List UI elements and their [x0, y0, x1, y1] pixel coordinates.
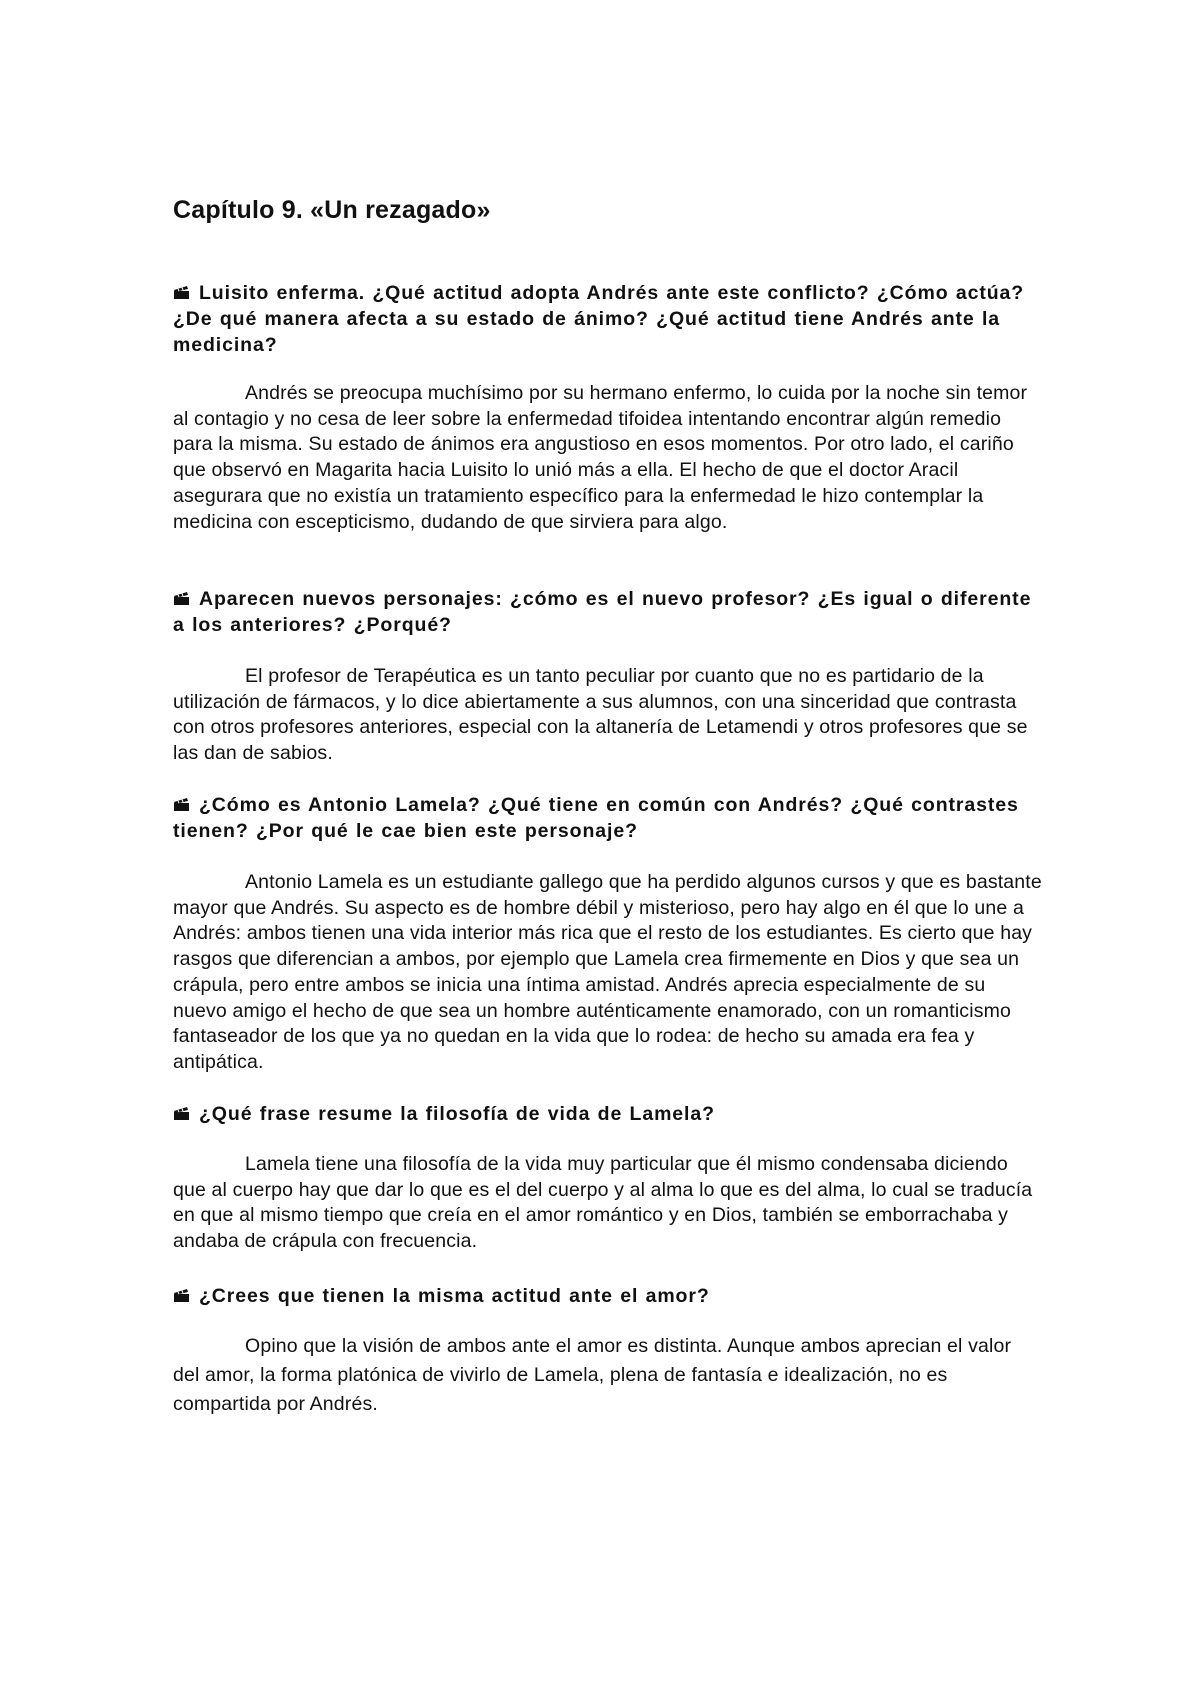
clapperboard-icon — [173, 1107, 190, 1121]
question-text: ¿Cómo es Antonio Lamela? ¿Qué tiene en común con Andrés? ¿Qué contrastes tienen? ¿Por qué le cae bien este personaje? — [173, 794, 1019, 842]
question-text: Aparecen nuevos personajes: ¿cómo es el nuevo profesor? ¿Es igual o diferente a los anteriores? ¿Porqué? — [173, 588, 1032, 636]
answer-text: Opino que la visión de ambos ante el amor es distinta. Aunque ambos aprecian el valor del amor, la forma platónica de vivirlo de Lamela, plena de fantasía e idealización, no es compartida por Andrés. — [173, 1335, 1012, 1415]
answer-text: Andrés se preocupa muchísimo por su hermano enfermo, lo cuida por la noche sin temor al contagio y no cesa de leer sobre la enfermedad tifoidea intentando encontrar algún remedio para la misma. Su estado de ánimos era angustioso en esos momentos. Por otro lado, el cariño que observó en Magarita hacia Luisito lo unió más a ella. El hecho de que el doctor Aracil asegurara que no existía un tratamiento específico para la enfermedad le hizo contemplar la medicina con escepticismo, dudando de que sirviera para algo. — [173, 382, 1028, 533]
question-3 — [173, 792, 1043, 844]
answer-text: Antonio Lamela es un estudiante gallego que ha perdido algunos cursos y que es bastante mayor que Andrés. Su aspecto es de hombre débil y misterioso, pero hay algo en él que lo une a Andrés: ambos tienen una vida interior más rica que el resto de los estudiantes. Es cierto que hay rasgos que diferencian a ambos, por ejemplo que Lamela crea firmemente en Dios y que sea un crápula, pero entre ambos se inicia una íntima amistad. Andrés aprecia especialmente de su nuevo amigo el hecho de que sea un hombre auténticamente enamorado, con un romanticismo fantaseador de los que ya no quedan en la vida que lo rodea: de hecho su amada era fea y antipática. — [173, 871, 1042, 1073]
question-4 — [173, 1101, 1043, 1127]
question-text: Luisito enferma. ¿Qué actitud adopta Andrés ante este conflicto? ¿Cómo actúa? ¿De qué manera afecta a su estado de ánimo? ¿Qué actitud tiene Andrés ante la medicina? — [173, 282, 1025, 356]
clapperboard-icon — [173, 1289, 190, 1303]
answer-1 — [173, 381, 1043, 535]
answer-text: Lamela tiene una filosofía de la vida muy particular que él mismo condensaba diciendo que al cuerpo hay que dar lo que es el del cuerpo y al alma lo que es del alma, lo cual se traducía en que al mismo tiempo que creía en el amor romántico y en Dios, también se emborrachaba y andaba de crápula con frecuencia. — [173, 1153, 1033, 1253]
clapperboard-icon — [173, 592, 190, 606]
question-1 — [173, 280, 1043, 358]
chapter-title: Capítulo 9. «Un rezagado» — [173, 196, 491, 224]
answer-text: El profesor de Terapéutica es un tanto peculiar por cuanto que no es partidario de la utilización de fármacos, y lo dice abiertamente a sus alumnos, con una sinceridad que contrasta con otros profesores anteriores, especial con la altanería de Letamendi y otros profesores que se las dan de sabios. — [173, 665, 1028, 765]
answer-4 — [173, 1152, 1043, 1255]
answer-3 — [173, 870, 1043, 1076]
clapperboard-icon — [173, 798, 190, 812]
question-text: ¿Crees que tienen la misma actitud ante el amor? — [199, 1285, 710, 1307]
clapperboard-icon — [173, 286, 190, 300]
answer-5 — [173, 1332, 1043, 1419]
answer-2 — [173, 664, 1043, 767]
question-2 — [173, 586, 1043, 638]
question-text: ¿Qué frase resume la filosofía de vida de Lamela? — [199, 1103, 715, 1125]
question-5 — [173, 1283, 1043, 1309]
